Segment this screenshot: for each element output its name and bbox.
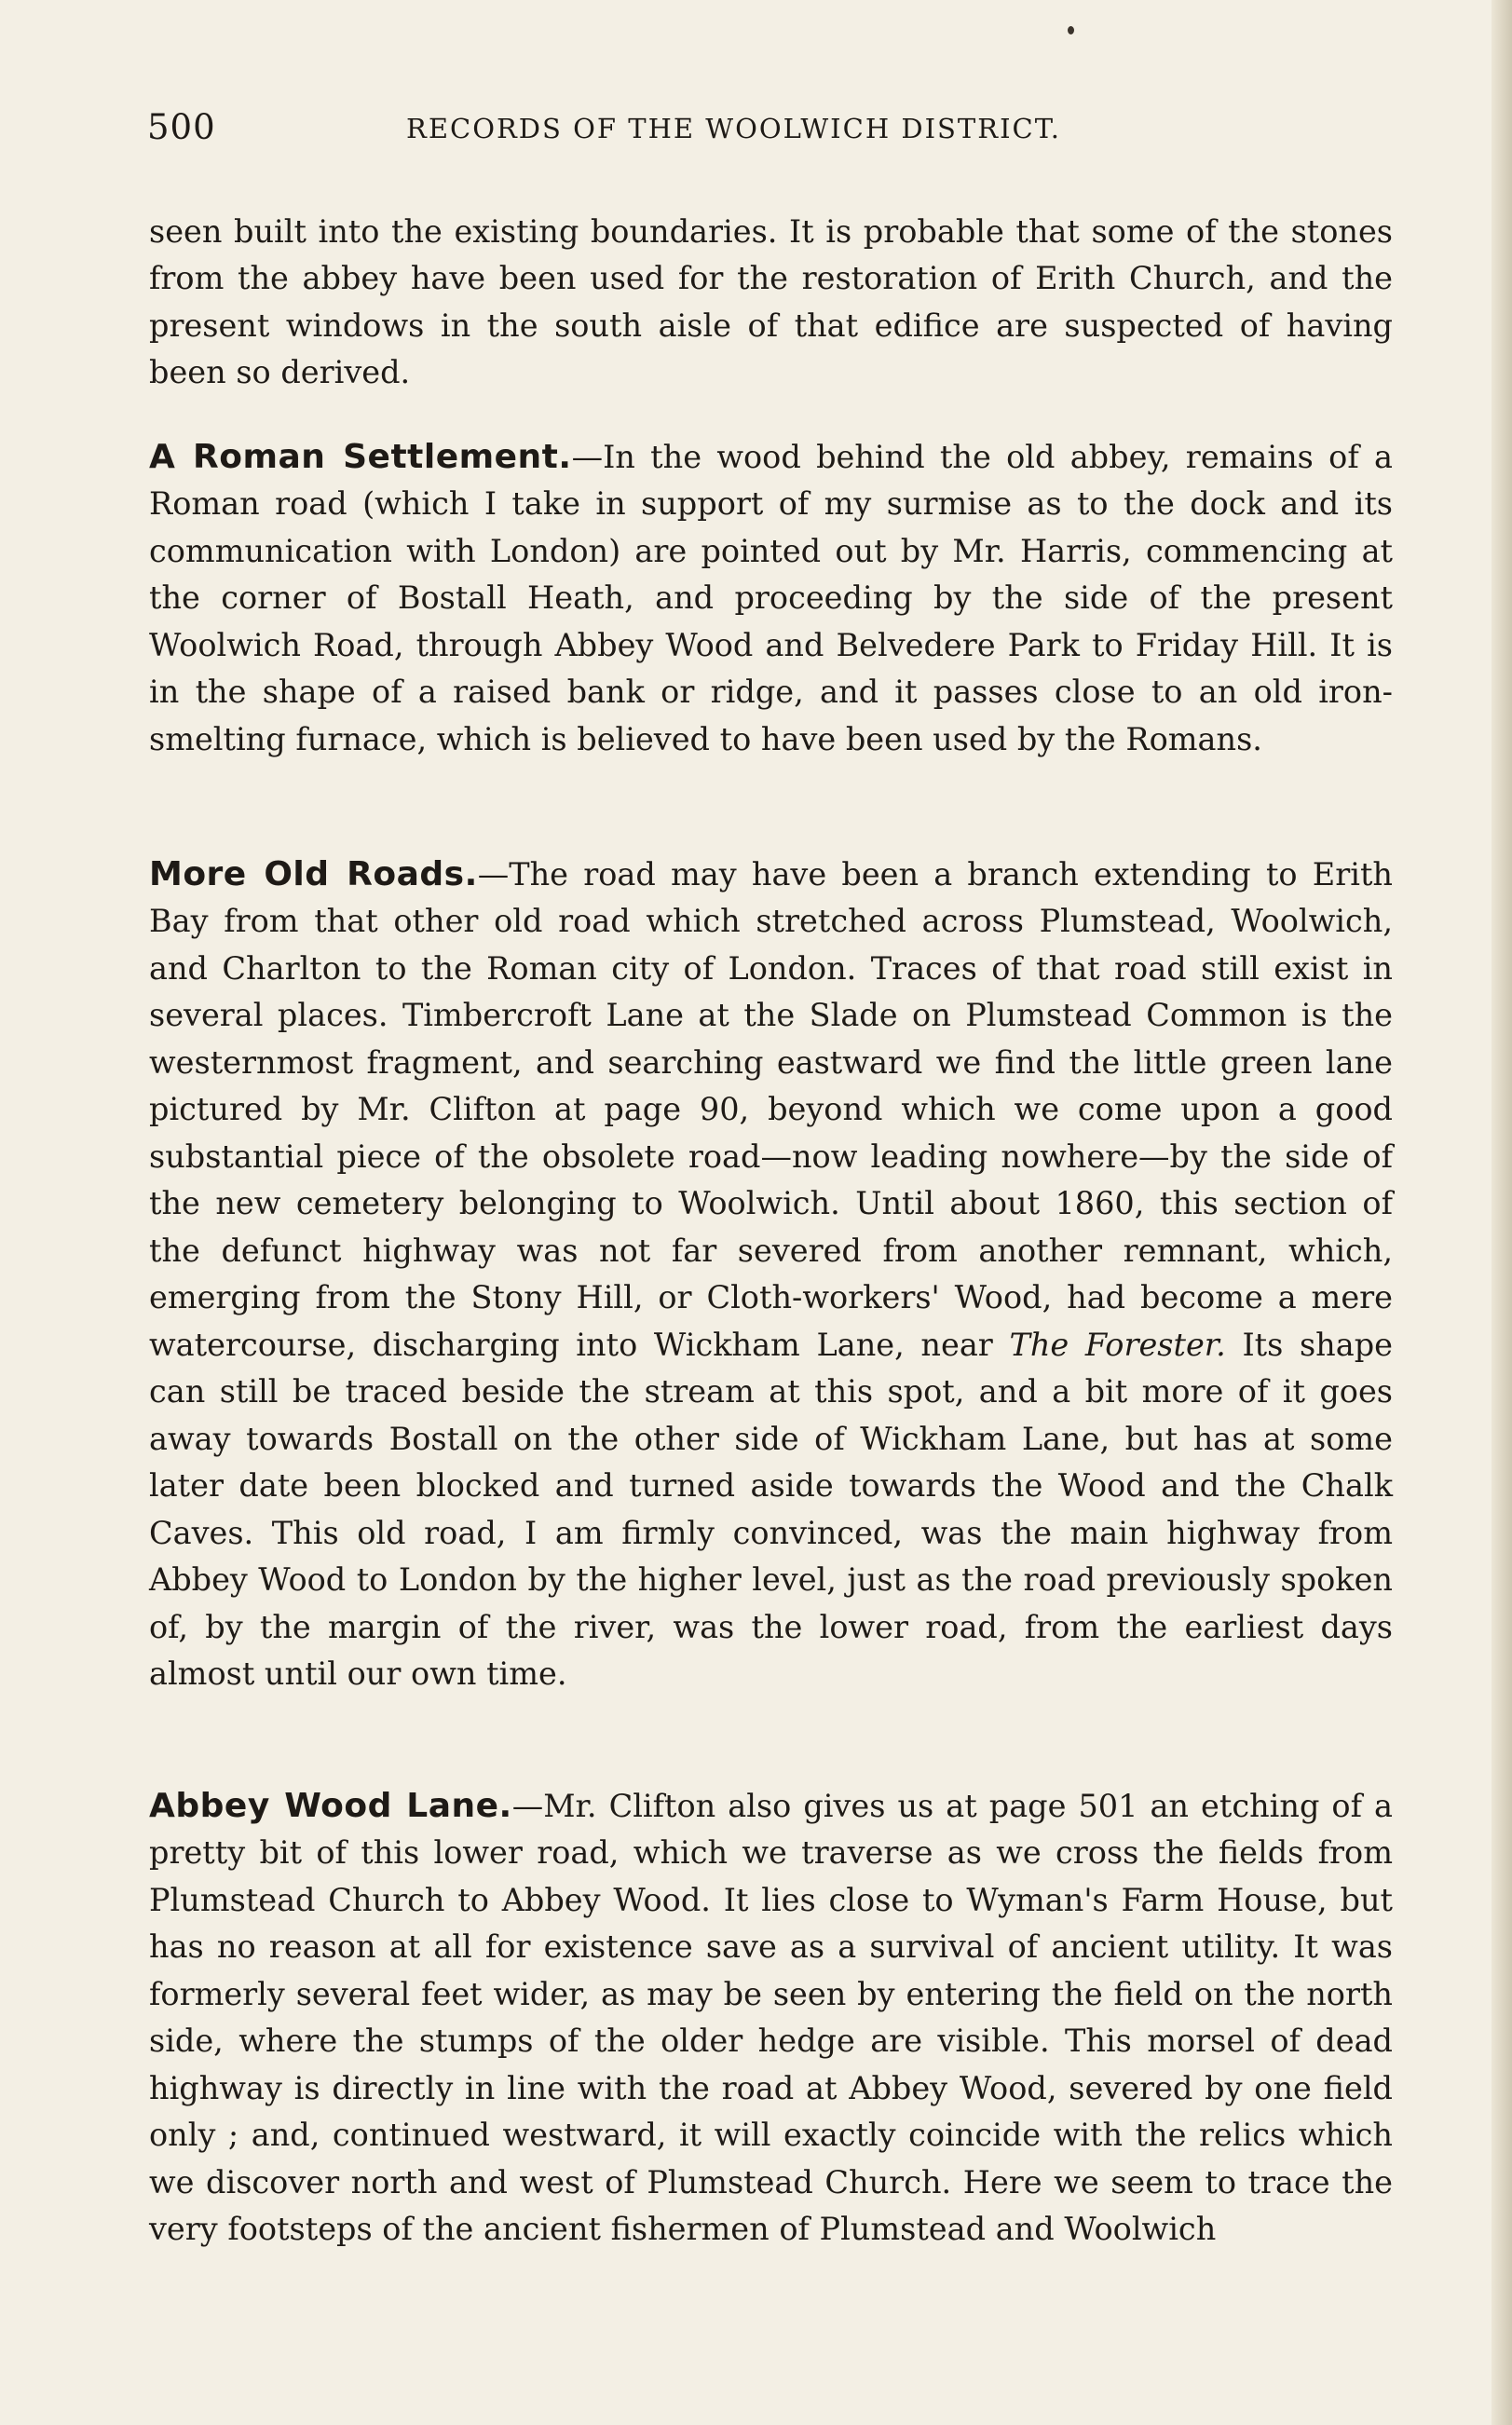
paragraph-text: —The road may have been a branch extending to Erith Bay from that other old road which stretched across Plumstead, Woolwich, and Charlton to the Roman city of London. Traces of that road still exist in several places. Timbercroft Lane at the Slade on Plumstead Common is the westernmost fragment, and searching eastward we find the little green lane pictured by Mr. Clifton at page 90, beyond which we come upon a good substantial piece of the obsolete road—now leading nowhere—by the side of the new cemetery belonging to Woolwich. Until about 1860, this section of the defunct highway was not far severed from another remnant, which, emerging from the Stony Hill, or Cloth-workers' Wood, had become a mere watercourse, discharging into Wickham Lane, near (149, 855, 1394, 1363)
section-heading: A Roman Settlement. (149, 437, 572, 476)
paragraph-text: —In the wood behind the old abbey, remains of a Roman road (which I take in support of my surmise as to the dock and its communication with London) are pointed out by Mr. Harris, commencing at the corner of Bostall Heath, and proceeding by the side of the present Woolwich Road, through Abbey Wood and Belvedere Park to Friday Hill. It is in the shape of a raised bank or ridge, and it passes close to an old iron-smelting furnace, which is believed to have been used by the Romans. (149, 438, 1393, 757)
paragraph-more-old-roads (149, 851, 1393, 1698)
italic-place-name: The Forester. (1009, 1326, 1226, 1363)
page-number: 500 (147, 107, 216, 147)
section-heading: More Old Roads. (149, 854, 478, 893)
paragraph-abbey-wood-lane (149, 1783, 1393, 2254)
running-title: RECORDS OF THE WOOLWICH DISTRICT. (406, 113, 1062, 144)
running-head (147, 107, 1396, 163)
paragraph-text: Its shape can still be traced beside the stream at this spot, and a bit more of it goes away towards Bostall on the other side of Wickham Lane, but has at some later date been blocked and turned aside towards the Wood and the Chalk Caves. This old road, I am firmly convinced, was the main highway from Abbey Wood to London by the higher level, just as the road previously spoken of, by the margin of the river, was the lower road, from the earliest days almost until our own time. (149, 1326, 1394, 1692)
paragraph-roman-settlement (149, 434, 1393, 764)
ink-speck (1068, 26, 1074, 34)
page-edge-shadow (1492, 0, 1512, 2425)
section-heading: Abbey Wood Lane. (149, 1786, 512, 1825)
paragraph-text: —Mr. Clifton also gives us at page 501 an etching of a pretty bit of this lower road, which we traverse as we cross the fields from Plumstead Church to Abbey Wood. It lies close to Wyman's Farm House, but has no reason at all for existence save as a survival of ancient utility. It was formerly several feet wider, as may be seen by entering the field on the north side, where the stumps of the older hedge are visible. This morsel of dead highway is directly in line with the road at Abbey Wood, severed by one field only ; and, continued westward, it will exactly coincide with the relics which we discover north and west of Plumstead Church. Here we seem to trace the very footsteps of the ancient fishermen of Plumstead and Woolwich (149, 1787, 1394, 2247)
paragraph-continuation (149, 209, 1393, 397)
paragraph-text: seen built into the existing boundaries. It is probable that some of the stones from the abbey have been used for the restoration of Erith Church, and the present windows in the south aisle of that edifice are suspected of having been so derived. (149, 212, 1393, 390)
